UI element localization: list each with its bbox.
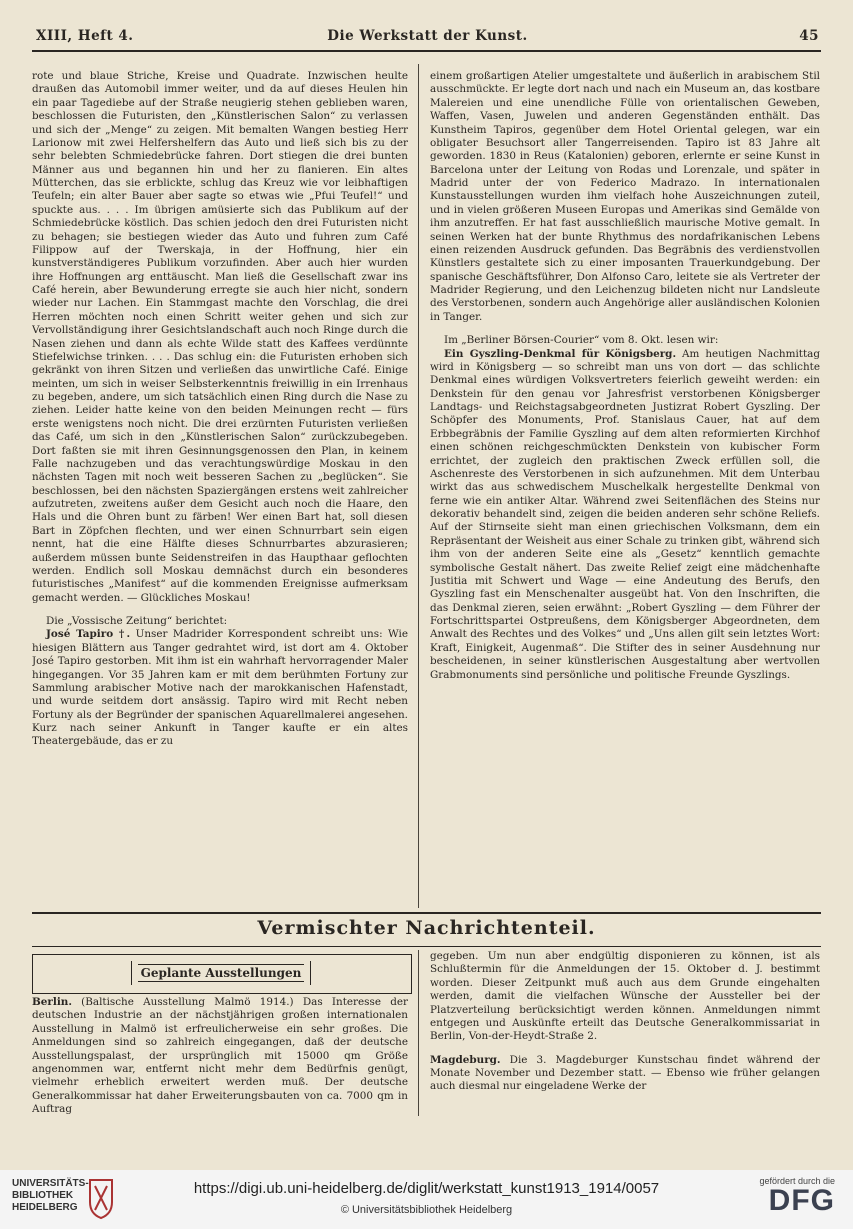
paragraph [430, 334, 820, 347]
journal-title: Die Werkstatt der Kunst. [327, 28, 528, 44]
paragraph [32, 628, 408, 748]
issue-label: XIII, Heft 4. [36, 28, 134, 44]
funder-caption: gefördert durch die [759, 1176, 835, 1186]
library-name: UNIVERSITÄTS- BIBLIOTHEK HEIDELBERG [12, 1178, 89, 1213]
running-header [36, 28, 819, 48]
paragraph-text: gegeben. Um nun aber endgültig disponieren zu können, ist als Schlußtermin für die Anmeldungen der 15. Oktober d. J. bestimmt worden. Dieser Zeitpunkt muß auch aus dem Grunde eingehalten werden, damit die vielfachen Wünsche der Aussteller bei der Platzverteilung berücksichtigt werden können. Anmeldungen nimmt entgegen und Auskünfte erteilt das Deutsche Generalkommissariat in Berlin, Von-der-Heydt-Straße 2. [430, 950, 820, 1043]
section-title: Vermischter Nachrichtenteil. [257, 917, 596, 939]
left-column [32, 70, 408, 910]
header-rule [32, 50, 821, 52]
column-divider [418, 64, 419, 908]
paragraph-text: Die 3. Magdeburger Kunstschau findet während der Monate November und Dezember statt. — Ebenso wie früher gelangen auch diesmal nur eingeladene Werke der [430, 1053, 820, 1093]
paragraph-text: Am heutigen Nachmittag wird in Königsberg — so schreibt man uns von dort — das schlichte Denkmal eines würdigen Volksvertreters feierlich geweiht werden: ein Denkstein für den genau vor Jahresfrist verstorbenen Königsberger Landtags- und Reichstagsabgeordneten Justizrat Robert Gyszling. Der Schöpfer des Monuments, Prof. Stanislaus Cauer, hat auf dem Erbbegräbnis der Familie Gyszling auf dem alten reformierten Kirchhof einen schönen reichgeschmückten Denkstein von kubischer Form errichtet, der zugleich den praktischen Zweck erfüllen soll, die Aschenreste des Verstorbenen in sich aufzunehmen. Mit dem Unterbau wirkt das aus schwedischem Muschelkalk hergestellte Denkmal von ferne wie ein antiker Altar. Während zwei Seitenflächen des Steins nur dekorativ behandelt sind, zeigen die beiden anderen sehr schöne Reliefs. Auf der Stirnseite sieht man einen griechischen Volksmann, dem ein Repräsentant der Weisheit aus einer Schale zu trinken gibt, während sich ihm von der anderen Seite eine als „Gesetz“ kenntlich gemachte symbolische Gestalt nähert. Das zweite Relief zeigt eine mädchenhafte Justitia mit Schwert und Wage — eine Andeutung des Berufs, den Gyszling fast ein Menschenalter ausgeübt hat. Von den Inschriften, die das Denkmal zieren, seien erwähnt: „Robert Gyszling — dem Führer der Fortschrittspartei Ostpreußens, dem Königsberger Abgeordneten, dem Anwalt des Rechtes und des Volkes“ und „Uns allen gilt sein letztes Wort: Kraft, Einigkeit, Augenmaß“. Die Stifter des in seiner Ausdehnung nur bescheidenen, in seiner künstlerischen Ausgestaltung aber wertvollen Grabmonuments sind persönliche und politische Freunde Gyszlings. [430, 347, 820, 681]
section-rule-top [32, 912, 821, 914]
paragraph-text: rote und blaue Striche, Kreise und Quadrate. Inzwischen heulte draußen das Automobil immer weiter, und da auf dieses Heulen hin ein paar Tagediebe auf der Straße neugierig stehen geblieben waren, beschlossen die Futuristen, den „Künstlerischen Salon“ zu verlassen und sich der „Menge“ zu zeigen. Mit bemalten Wangen bestieg Herr Larionow mit zwei Helfershelfern das Auto und ließ sich bis zu der sehr belebten Schmiedebrücke fahren. Dort stiegen die drei bunten Männer aus und begannen hin und her zu flanieren. Ein altes Mütterchen, das sie erblickte, schlug das Kreuz wie vor leibhaftigen Teufeln; ein alter Bauer aber sagte so etwas wie „Pfui Teufel!“ und spuckte aus. . . . Im übrigen amüsierte sich das Publikum auf der Schmiedebrücke köstlich. Das schien jedoch den drei Futuristen nicht zu behagen; sie bestiegen wieder das Auto und fuhren zum Café Filippow auf der Twerskaja, in der Hoffnung, hier ein kunstverständigeres Publikum vorzufinden. Aber auch hier wurden ihre Hoffnungen arg enttäuscht. Man ließ die Gesellschaft zwar ins Café herein, aber Bewunderung erregte sie auch hier nicht, sondern wieder nur Lachen. Ein Stammgast machte den Vorschlag, die drei Herren möchten noch einen Schritt weiter gehen und sich zur Vervollständigung ihrer Gesichtslandschaft auch noch Ringe durch die Nasen ziehen und dann als echte Wilde statt des Kaffees verdünnte Stiefelwichse trinken. . . . Das schlug ein: die Futuristen erhoben sich gekränkt von ihren Sitzen und verließen das unwirtliche Café. Einige meinten, um sich in weiser Selbsterkenntnis freiwillig in ein Irrenhaus zu begeben, andere, um sich tatsächlich einen Ring durch die Nase zu ziehen. Leider hatte keine von den beiden Meinungen recht — fürs erste wenigstens noch nicht. Die drei erzürnten Futuristen verließen das Café, um sich in den „Künstlerischen Salon“ zurückzubegeben. Dort faßten sie mit ihren Gesinnungsgenossen den Plan, in keinem Falle nachzugeben und das verachtungswürdige Moskau in den nächsten Tagen mit noch weit besseren Sachen zu „beglücken“. Sie beschlossen, bei den nächsten Spaziergängen erstens weit zahlreicher aufzutreten, zweitens außer dem Gesicht auch noch die Haare, den Hals und die Ohren bunt zu färben! Wer einen Bart hat, soll diesen Bart in Zöpfchen flechten, und wer einen Schnurrbart sein eigen nennt, hat die eine Hälfte dieses Schnurrbartes abzurasieren; außerdem müssen bunte Seidenstreifen in das Haupthaar geflochten werden. Endlich soll Moskau demnächst durch ein besonderes futuristisches „Manifest“ auf die kommenden Ereignisse aufmerksam gemacht werden. — Glückliches Moskau! [32, 70, 408, 604]
right-column [430, 70, 820, 910]
paragraph-text: einem großartigen Atelier umgestaltete und äußerlich in arabischem Stil ausschmückte. Er legte dort nach und nach ein Museum an, das kostbare Malereien und eine unendliche Fülle von orientalischen Geweben, Waffen, Vasen, Juwelen und anderen Gegenständen enthält. Das Kunstheim Tapiros, gegenüber dem Hotel Oriental gelegen, war ein obligater Besuchsort aller Tangerreisenden. Tapiro ist 83 Jahre alt geworden. 1830 in Reus (Katalonien) geboren, erlernte er seine Kunst in Barcelona unter der Leitung von Rodas und Lorenzale, und später in Madrid unter der von Federico Madrazo. In internationalen Kunstausstellungen wurden ihm vielfach hohe Auszeichnungen zuteil, und in vielen größeren Museen Europas und Amerikas sind Gemälde von ihm anzutreffen. Er hat fast ausschließlich maurische Motive gemalt. In seinen Werken hat der bunte Rhythmus des nordafrikanischen Lebens einen reizenden Ausdruck gefunden. Das Begräbnis des verdienstvollen Künstlers gestaltete sich zu einer imposanten Trauerkundgebung. Der spanische Geschäftsführer, Don Alfonso Caro, leitete sie als Vertreter der Madrider Regierung, und den Leichenzug bildeten nicht nur Landsleute des Verstorbenen, sondern auch Angehörige aller ausländischen Kolonien in Tanger. [430, 70, 820, 323]
bottom-right-column [430, 950, 820, 1116]
funder-block [759, 1176, 835, 1216]
paragraph [430, 1054, 820, 1094]
category-box [32, 954, 412, 994]
bottom-column-divider [418, 950, 419, 1116]
paragraph-heading: Ein Gyszling-Denkmal für Königsberg. [444, 347, 677, 360]
paragraph [32, 996, 408, 1114]
dfg-logo: DFG [768, 1184, 835, 1217]
section-rule-bottom [32, 946, 821, 947]
page-number: 45 [799, 28, 819, 44]
paragraph-heading: Berlin. [32, 996, 72, 1008]
paragraph [430, 70, 820, 324]
paragraph [32, 70, 408, 605]
category-label-frame [131, 961, 311, 985]
paragraph-heading: Magdeburg. [430, 1053, 501, 1066]
permalink-url[interactable]: https://digi.ub.uni-heidelberg.de/diglit/werkstatt_kunst1913_1914/0057 [193, 1180, 660, 1197]
paragraph [32, 615, 408, 628]
paragraph-text: Die „Vossische Zeitung“ berichtet: [46, 615, 228, 627]
viewer-footer [0, 1170, 853, 1229]
paragraph-text: (Baltische Ausstellung Malmö 1914.) Das Interesse der deutschen Industrie an der nächstjährigen großen internationalen Ausstellung in Malmö ist erfreulicherweise ein sehr großes. Die Anmeldungen sind so zahlreich eingegangen, daß der deutsche Ausstellungspalast, der ursprünglich mit 15000 qm Größe angenommen war, entfernt nicht mehr dem Bedürfnis genügt, vielmehr erheblich erweitert werden muß. Der deutsche Generalkommissar hat daher Erweiterungsbauten von ca. 7000 qm in Auftrag [32, 996, 408, 1114]
bottom-left-column [32, 996, 408, 1114]
paragraph [430, 950, 820, 1044]
paragraph-heading: José Tapiro †. [46, 628, 131, 641]
paragraph [430, 348, 820, 682]
paragraph-text: Unser Madrider Korrespondent schreibt uns: Wie hiesigen Blättern aus Tanger gedrahtet wird, ist dort am 4. Oktober José Tapiro gestorben. Mit ihm ist ein wahrhaft hervorragender Maler hingegangen. Vor 35 Jahren kam er mit dem berühmten Fortuny zur Sammlung arabischer Motive nach der marokkanischen Hafenstadt, und wurde seitdem dort ansässig. Tapiro wird mit Recht neben Fortuny als der Begründer der spanischen Aquarellmalerei angesehen. Kurz nach seiner Ankunft in Tanger kaufte er ein altes Theatergebäude, das er zu [32, 628, 408, 748]
category-label: Geplante Ausstellungen [138, 964, 305, 982]
paragraph-text: Im „Berliner Börsen-Courier“ vom 8. Okt. lesen wir: [444, 334, 719, 347]
copyright-notice: © Universitätsbibliothek Heidelberg [340, 1204, 513, 1216]
